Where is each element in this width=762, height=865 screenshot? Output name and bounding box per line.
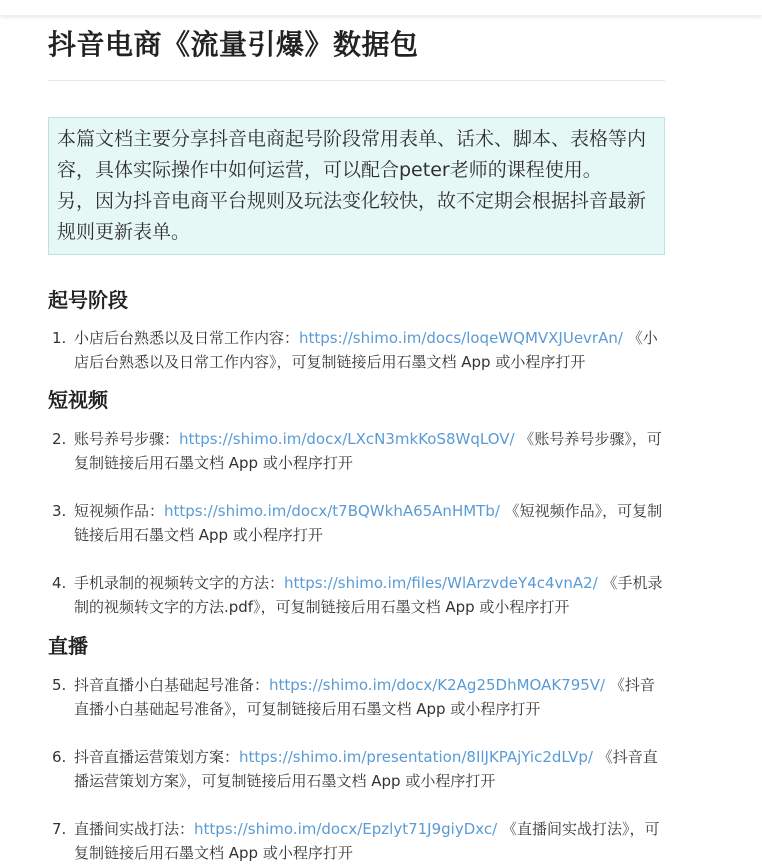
item-prefix: 账号养号步骤： (74, 430, 180, 448)
shimo-link[interactable]: https://shimo.im/docs/loqeWQMVXJUevrAn/ (299, 329, 623, 347)
title-divider (48, 80, 665, 81)
list-item (48, 571, 665, 619)
intro-paragraph-2: 另，因为抖音电商平台规则及玩法变化较快，故不定期会根据抖音最新规则更新表单。 (57, 190, 647, 243)
item-prefix: 直播间实战打法： (74, 820, 195, 838)
list-number: 7. (52, 820, 67, 838)
list-number: 3. (52, 502, 67, 520)
item-suffix: 《抖音直播小白基础起号准备》，可复制链接后用石墨文档 App 或小程序打开 (74, 676, 655, 718)
list-number: 1. (52, 329, 67, 347)
list-item (48, 745, 665, 793)
shimo-link[interactable]: https://shimo.im/docx/K2Ag25DhMOAK795V/ (269, 676, 606, 694)
item-suffix: 《手机录制的视频转文字的方法.pdf》，可复制链接后用石墨文档 App 或小程序打开 (74, 574, 663, 616)
shimo-link[interactable]: https://shimo.im/docx/t7BQWkhA65AnHMTb/ (164, 502, 500, 520)
intro-callout (48, 117, 665, 255)
list-live (48, 673, 665, 865)
list-number: 4. (52, 574, 67, 592)
item-suffix: 《账号养号步骤》，可复制链接后用石墨文档 App 或小程序打开 (74, 430, 662, 472)
item-suffix: 《短视频作品》，可复制链接后用石墨文档 App 或小程序打开 (74, 502, 663, 544)
section-heading-live: 直播 (48, 634, 88, 658)
document-body (48, 0, 665, 865)
item-prefix: 短视频作品： (74, 502, 165, 520)
list-number: 2. (52, 430, 67, 448)
shimo-link[interactable]: https://shimo.im/docx/LXcN3mkKoS8WqLOV/ (179, 430, 515, 448)
item-suffix: 《抖音直播运营策划方案》，可复制链接后用石墨文档 App 或小程序打开 (74, 748, 658, 790)
item-suffix: 《小店后台熟悉以及日常工作内容》，可复制链接后用石墨文档 App 或小程序打开 (74, 329, 658, 371)
list-item (48, 427, 665, 475)
item-prefix: 小店后台熟悉以及日常工作内容： (74, 329, 300, 347)
list-short-video (48, 427, 665, 619)
item-prefix: 抖音直播运营策划方案： (74, 748, 240, 766)
shimo-link[interactable]: https://shimo.im/docx/Epzlyt71J9giyDxc/ (194, 820, 498, 838)
list-item (48, 499, 665, 547)
list-item (48, 673, 665, 721)
list-item (48, 817, 665, 865)
section-heading-qihao: 起号阶段 (48, 288, 128, 312)
item-suffix: 《直播间实战打法》，可复制链接后用石墨文档 App 或小程序打开 (74, 820, 660, 862)
page-title: 抖音电商《流量引爆》数据包 (48, 28, 419, 61)
shimo-link[interactable]: https://shimo.im/files/WlArzvdeY4c4vnA2/ (284, 574, 598, 592)
item-prefix: 手机录制的视频转文字的方法： (74, 574, 285, 592)
section-heading-short-video: 短视频 (48, 388, 108, 412)
list-qihao (48, 326, 665, 374)
intro-paragraph-1: 本篇文档主要分享抖音电商起号阶段常用表单、话术、脚本、表格等内容，具体实际操作中如何运营，可以配合peter老师的课程使用。 (57, 128, 647, 181)
item-prefix: 抖音直播小白基础起号准备： (74, 676, 270, 694)
list-number: 6. (52, 748, 67, 766)
list-number: 5. (52, 676, 67, 694)
shimo-link[interactable]: https://shimo.im/presentation/8IlJKPAjYic2dLVp/ (239, 748, 593, 766)
list-item (48, 326, 665, 374)
